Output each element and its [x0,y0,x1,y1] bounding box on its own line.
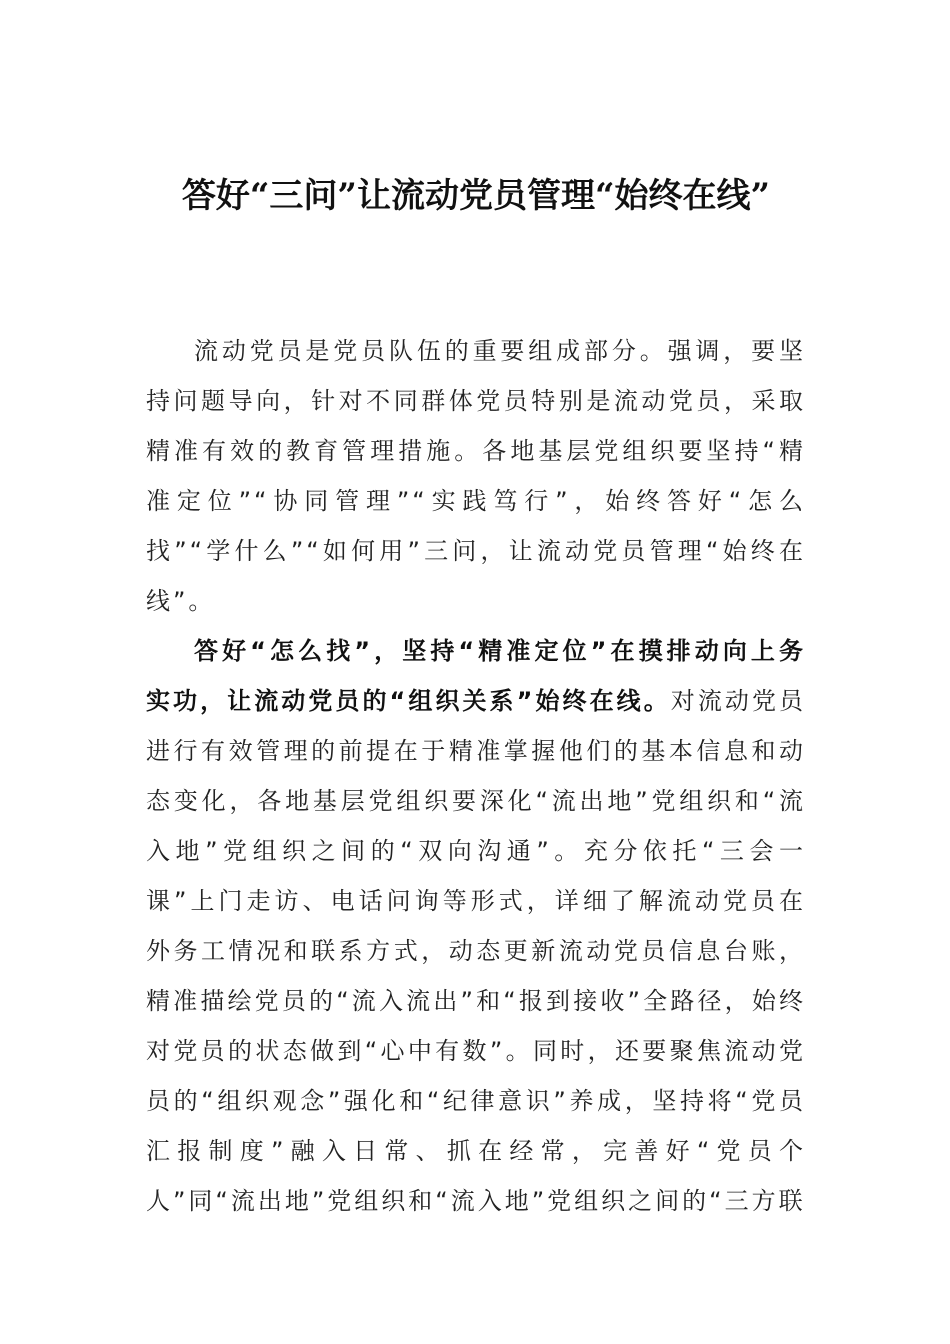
section-1-text: 对流动党员进行有效管理的前提在于精准掌握他们的基本信息和动态变化，各地基层党组织要深化“流出地”党组织和“流入地”党组织之间的“双向沟通”。充分依托“三会一课”上门走访、电话问询等形式，详细了解流动党员在外务工情况和联系方式，动态更新流动党员信息台账，精准描绘党员的“流入流出”和“报到接收”全路径，始终对党员的状态做到“心中有数”。同时，还要聚焦流动党员的“组织观念”强化和“纪律意识”养成，坚持将“党员汇报制度”融入日常、抓在经常，完善好“党员个人”同“流出地”党组织和“流入地”党组织之间的“三方联 [146,687,807,1215]
document-body [146,326,806,1226]
document-title: 答好“三问”让流动党员管理“始终在线” [181,176,771,216]
paragraph-section-1 [146,626,806,1226]
section-1-lead: 答好“怎么找”，坚持“精准定位”在摸排动向上务实功，让流动党员的“组织关系”始终在线。 [146,637,806,715]
paragraph-intro [146,326,806,626]
paragraph-intro-text: 流动党员是党员队伍的重要组成部分。强调，要坚持问题导向，针对不同群体党员特别是流动党员，采取精准有效的教育管理措施。各地基层党组织要坚持“精准定位”“协同管理”“实践笃行”，始终答好“怎么找”“学什么”“如何用”三问，让流动党员管理“始终在线”。 [146,337,806,615]
